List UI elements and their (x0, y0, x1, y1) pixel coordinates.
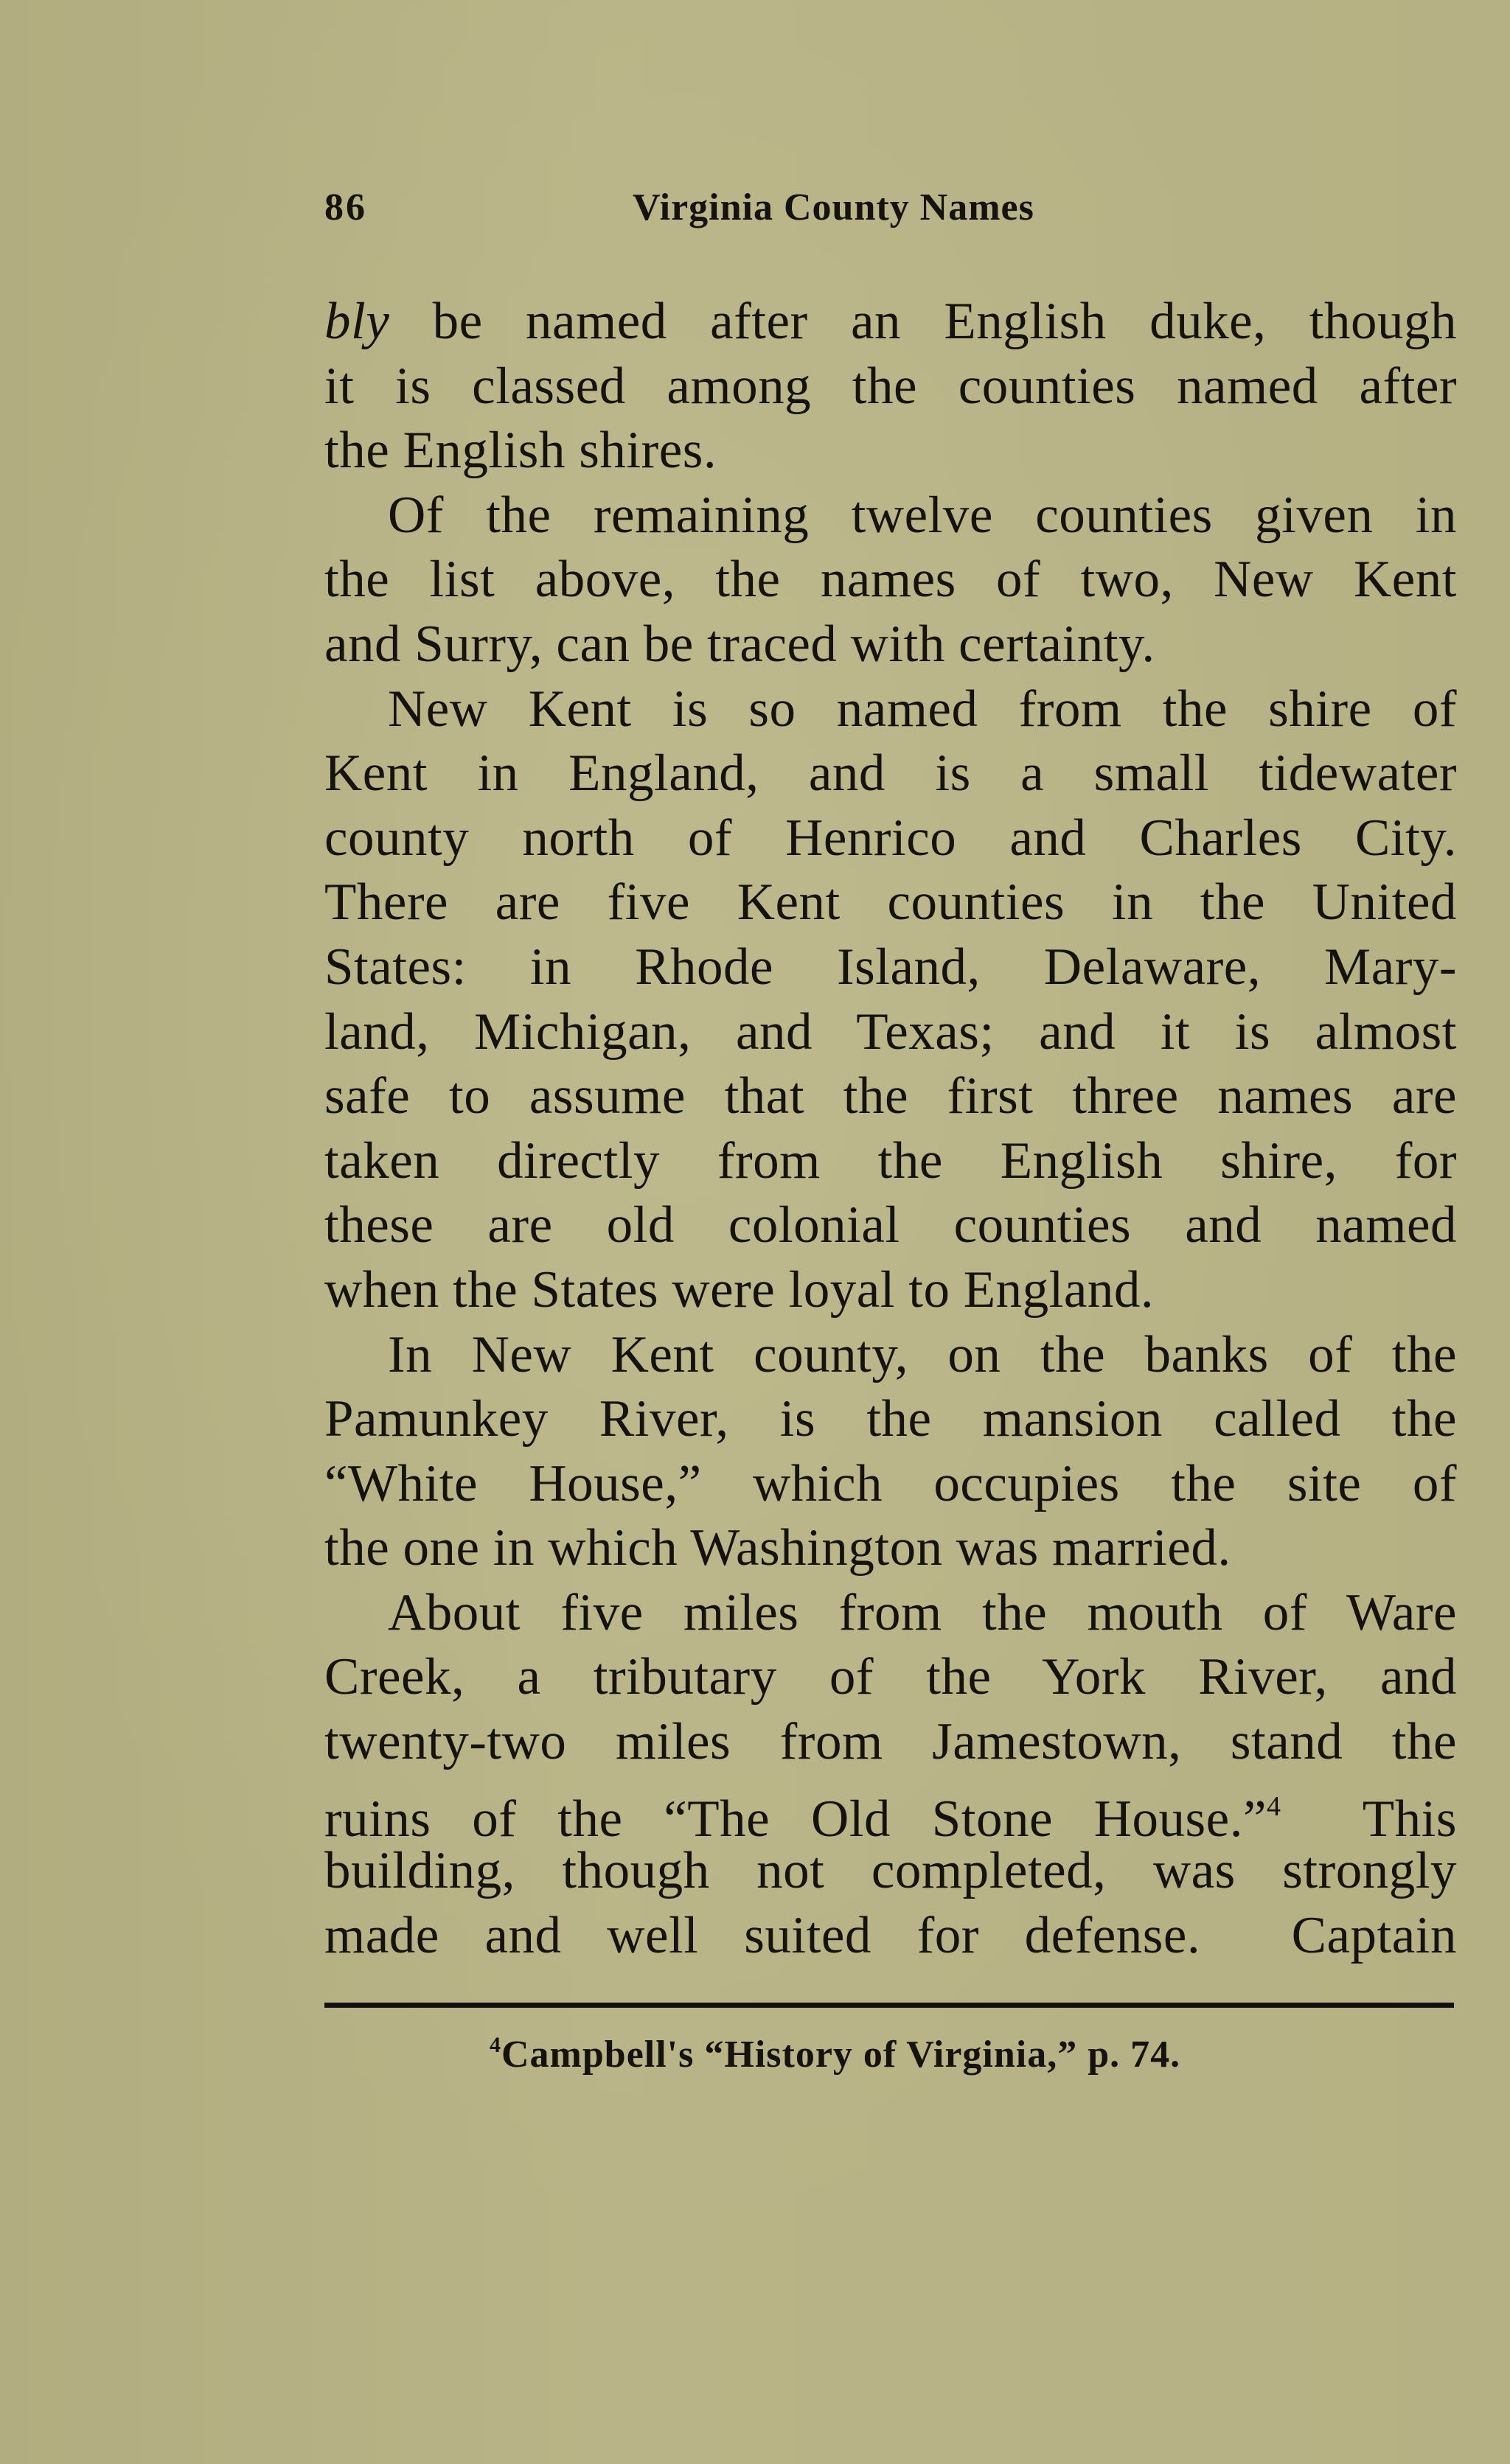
text-line: land, Michigan, and Texas; and it is almost (324, 1002, 1457, 1061)
footnote (490, 2033, 1180, 2076)
text-line: Creek, a tributary of the York River, and (324, 1648, 1457, 1706)
text-line: Kent in England, and is a small tidewater (324, 744, 1457, 803)
text-line: the list above, the names of two, New Kent (324, 551, 1457, 609)
text-line: and Surry, can be traced with certainty. (324, 615, 1155, 673)
text-line: it is classed among the counties named after (324, 357, 1457, 415)
text-fragment: ruins of the “The Old Stone House.” (324, 1790, 1267, 1848)
text-line: safe to assume that the first three names are (324, 1067, 1457, 1125)
text-line: Pamunkey River, is the mansion called the (324, 1390, 1457, 1448)
text-line: States: in Rhode Island, Delaware, Mary- (324, 938, 1457, 996)
text-line: when the States were loyal to England. (324, 1260, 1155, 1319)
footnote-marker: 4 (490, 2033, 501, 2057)
text-line: New Kent is so named from the shire of (388, 680, 1457, 738)
text-line: In New Kent county, on the banks of the (388, 1325, 1457, 1383)
text-fragment: This (1281, 1790, 1458, 1848)
body-text (324, 290, 1457, 1968)
running-title: Virginia County Names (633, 186, 1034, 228)
text-line: the English shires. (324, 422, 717, 480)
text-line (324, 290, 1457, 355)
text-line: county north of Henrico and Charles City. (324, 809, 1457, 867)
italic-fragment: bly (324, 293, 390, 350)
text-line: Of the remaining twelve counties given in (388, 486, 1457, 544)
text-line: There are five Kent counties in the United (324, 873, 1457, 932)
text-line: building, though not completed, was strongly (324, 1842, 1457, 1900)
footnote-divider (324, 2003, 1454, 2008)
text-line: twenty-two miles from Jamestown, stand the (324, 1713, 1457, 1771)
page-header (324, 186, 1454, 245)
text-line: these are old colonial counties and named (324, 1196, 1457, 1254)
text-line: taken directly from the English shire, for (324, 1131, 1457, 1190)
text-line (324, 1775, 1458, 1848)
page-number: 86 (324, 186, 367, 228)
footnote-reference: 4 (1266, 1790, 1281, 1822)
text-line: About five miles from the mouth of Ware (388, 1583, 1457, 1641)
text-line: the one in which Washington was married. (324, 1519, 1231, 1577)
text-fragment: be named after an English duke, though (389, 293, 1457, 350)
footnote-text: Campbell's “History of Virginia,” p. 74. (501, 2034, 1181, 2076)
text-line: made and well suited for defense. Captain (324, 1906, 1457, 1964)
text-line: “White House,” which occupies the site of (324, 1454, 1457, 1512)
